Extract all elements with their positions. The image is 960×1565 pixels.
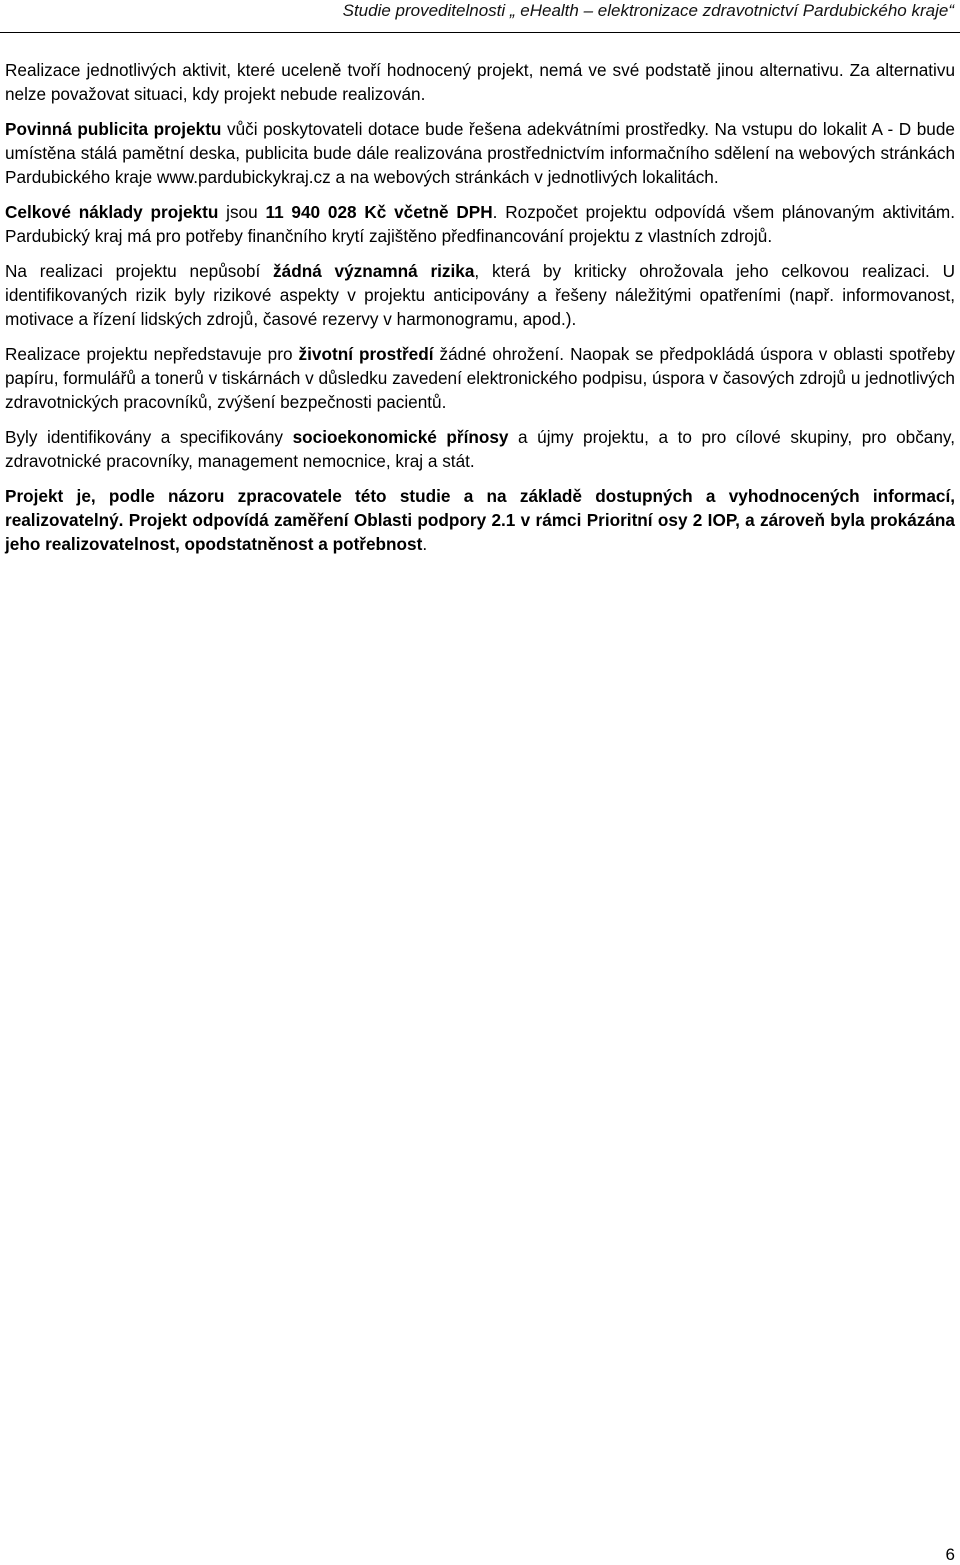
document-body xyxy=(5,58,955,567)
paragraph-text: Na realizaci projektu nepůsobí xyxy=(5,260,274,281)
paragraph-text: Byly identifikovány a specifikovány xyxy=(5,427,293,448)
paragraph-environment xyxy=(5,342,955,415)
bold-term: Celkové náklady projektu xyxy=(5,202,219,223)
paragraph-publicity xyxy=(5,117,955,190)
paragraph-socioeconomic xyxy=(5,425,955,473)
paragraph-text: . Rozpočet projektu odpovídá všem plánovaným aktivitám. Pardubický kraj má pro potřeby finančního krytí zajištěno předfinancování projektu z vlastních zdrojů. xyxy=(5,202,955,247)
document-title: Studie proveditelnosti „ eHealth – elektronizace zdravotnictví Pardubického kraje“ xyxy=(342,1,954,20)
bold-term: žádná významná rizika xyxy=(273,260,475,281)
paragraph-text: Realizace jednotlivých aktivit, které uceleně tvoří hodnocený projekt, nemá ve své podstatě jinou alternativu. Za alternativu nelze považovat situaci, kdy projekt nebude realizován. xyxy=(5,60,955,105)
paragraph-text: vůči poskytovateli dotace bude řešena adekvátními prostředky. Na vstupu do lokalit A - D bude umístěna stálá pamětní deska, publicita bude dále realizována prostřednictvím informačního sdělení na webových stránkách Pardubického kraje www.pardubickykraj.cz a na webových stránkách v jednotlivých lokalitách. xyxy=(5,118,955,188)
bold-term: životní prostředí xyxy=(298,344,434,365)
paragraph-alternatives xyxy=(5,58,955,106)
paragraph-text: , která by kriticky ohrožovala jeho celkovou realizaci. U identifikovaných rizik byly rizikové aspekty v projektu anticipovány a řešeny náležitými opatřeními (např. informovanost, motivace a řízení lidských zdrojů, časové rezervy v harmonogramu, apod.). xyxy=(5,260,956,330)
paragraph-text: a újmy projektu, a to pro cílové skupiny, pro občany, zdravotnické pracovníky, management nemocnice, kraj a stát. xyxy=(5,427,956,472)
bold-term: socioekonomické přínosy xyxy=(292,427,509,448)
paragraph-text: . xyxy=(422,534,428,555)
page-header xyxy=(0,0,960,33)
page-number: 6 xyxy=(945,1545,955,1564)
paragraph-costs xyxy=(5,200,955,248)
paragraph-risks xyxy=(5,259,955,332)
paragraph-conclusion xyxy=(5,484,955,557)
bold-amount: 11 940 028 Kč včetně DPH xyxy=(265,202,493,223)
paragraph-text: žádné ohrožení. Naopak se předpokládá úspora v oblasti spotřeby papíru, formulářů a tonerů v tiskárnách v důsledku zavedení elektronického podpisu, úspora v časových zdrojů u jednotlivých zdravotnických pracovníků, zvýšení bezpečnosti pacientů. xyxy=(5,344,955,413)
bold-conclusion: Projekt je, podle názoru zpracovatele této studie a na základě dostupných a vyhodnocených informací, realizovatelný. Projekt odpovídá zaměření Oblasti podpory 2.1 v rámci Prioritní osy 2 IOP, a zároveň byla prokázána jeho realizovatelnost, opodstatněnost a potřebnost xyxy=(5,486,955,555)
paragraph-text: Realizace projektu nepředstavuje pro xyxy=(5,344,299,365)
bold-term: Povinná publicita projektu xyxy=(5,118,222,139)
paragraph-text: jsou xyxy=(218,202,266,223)
